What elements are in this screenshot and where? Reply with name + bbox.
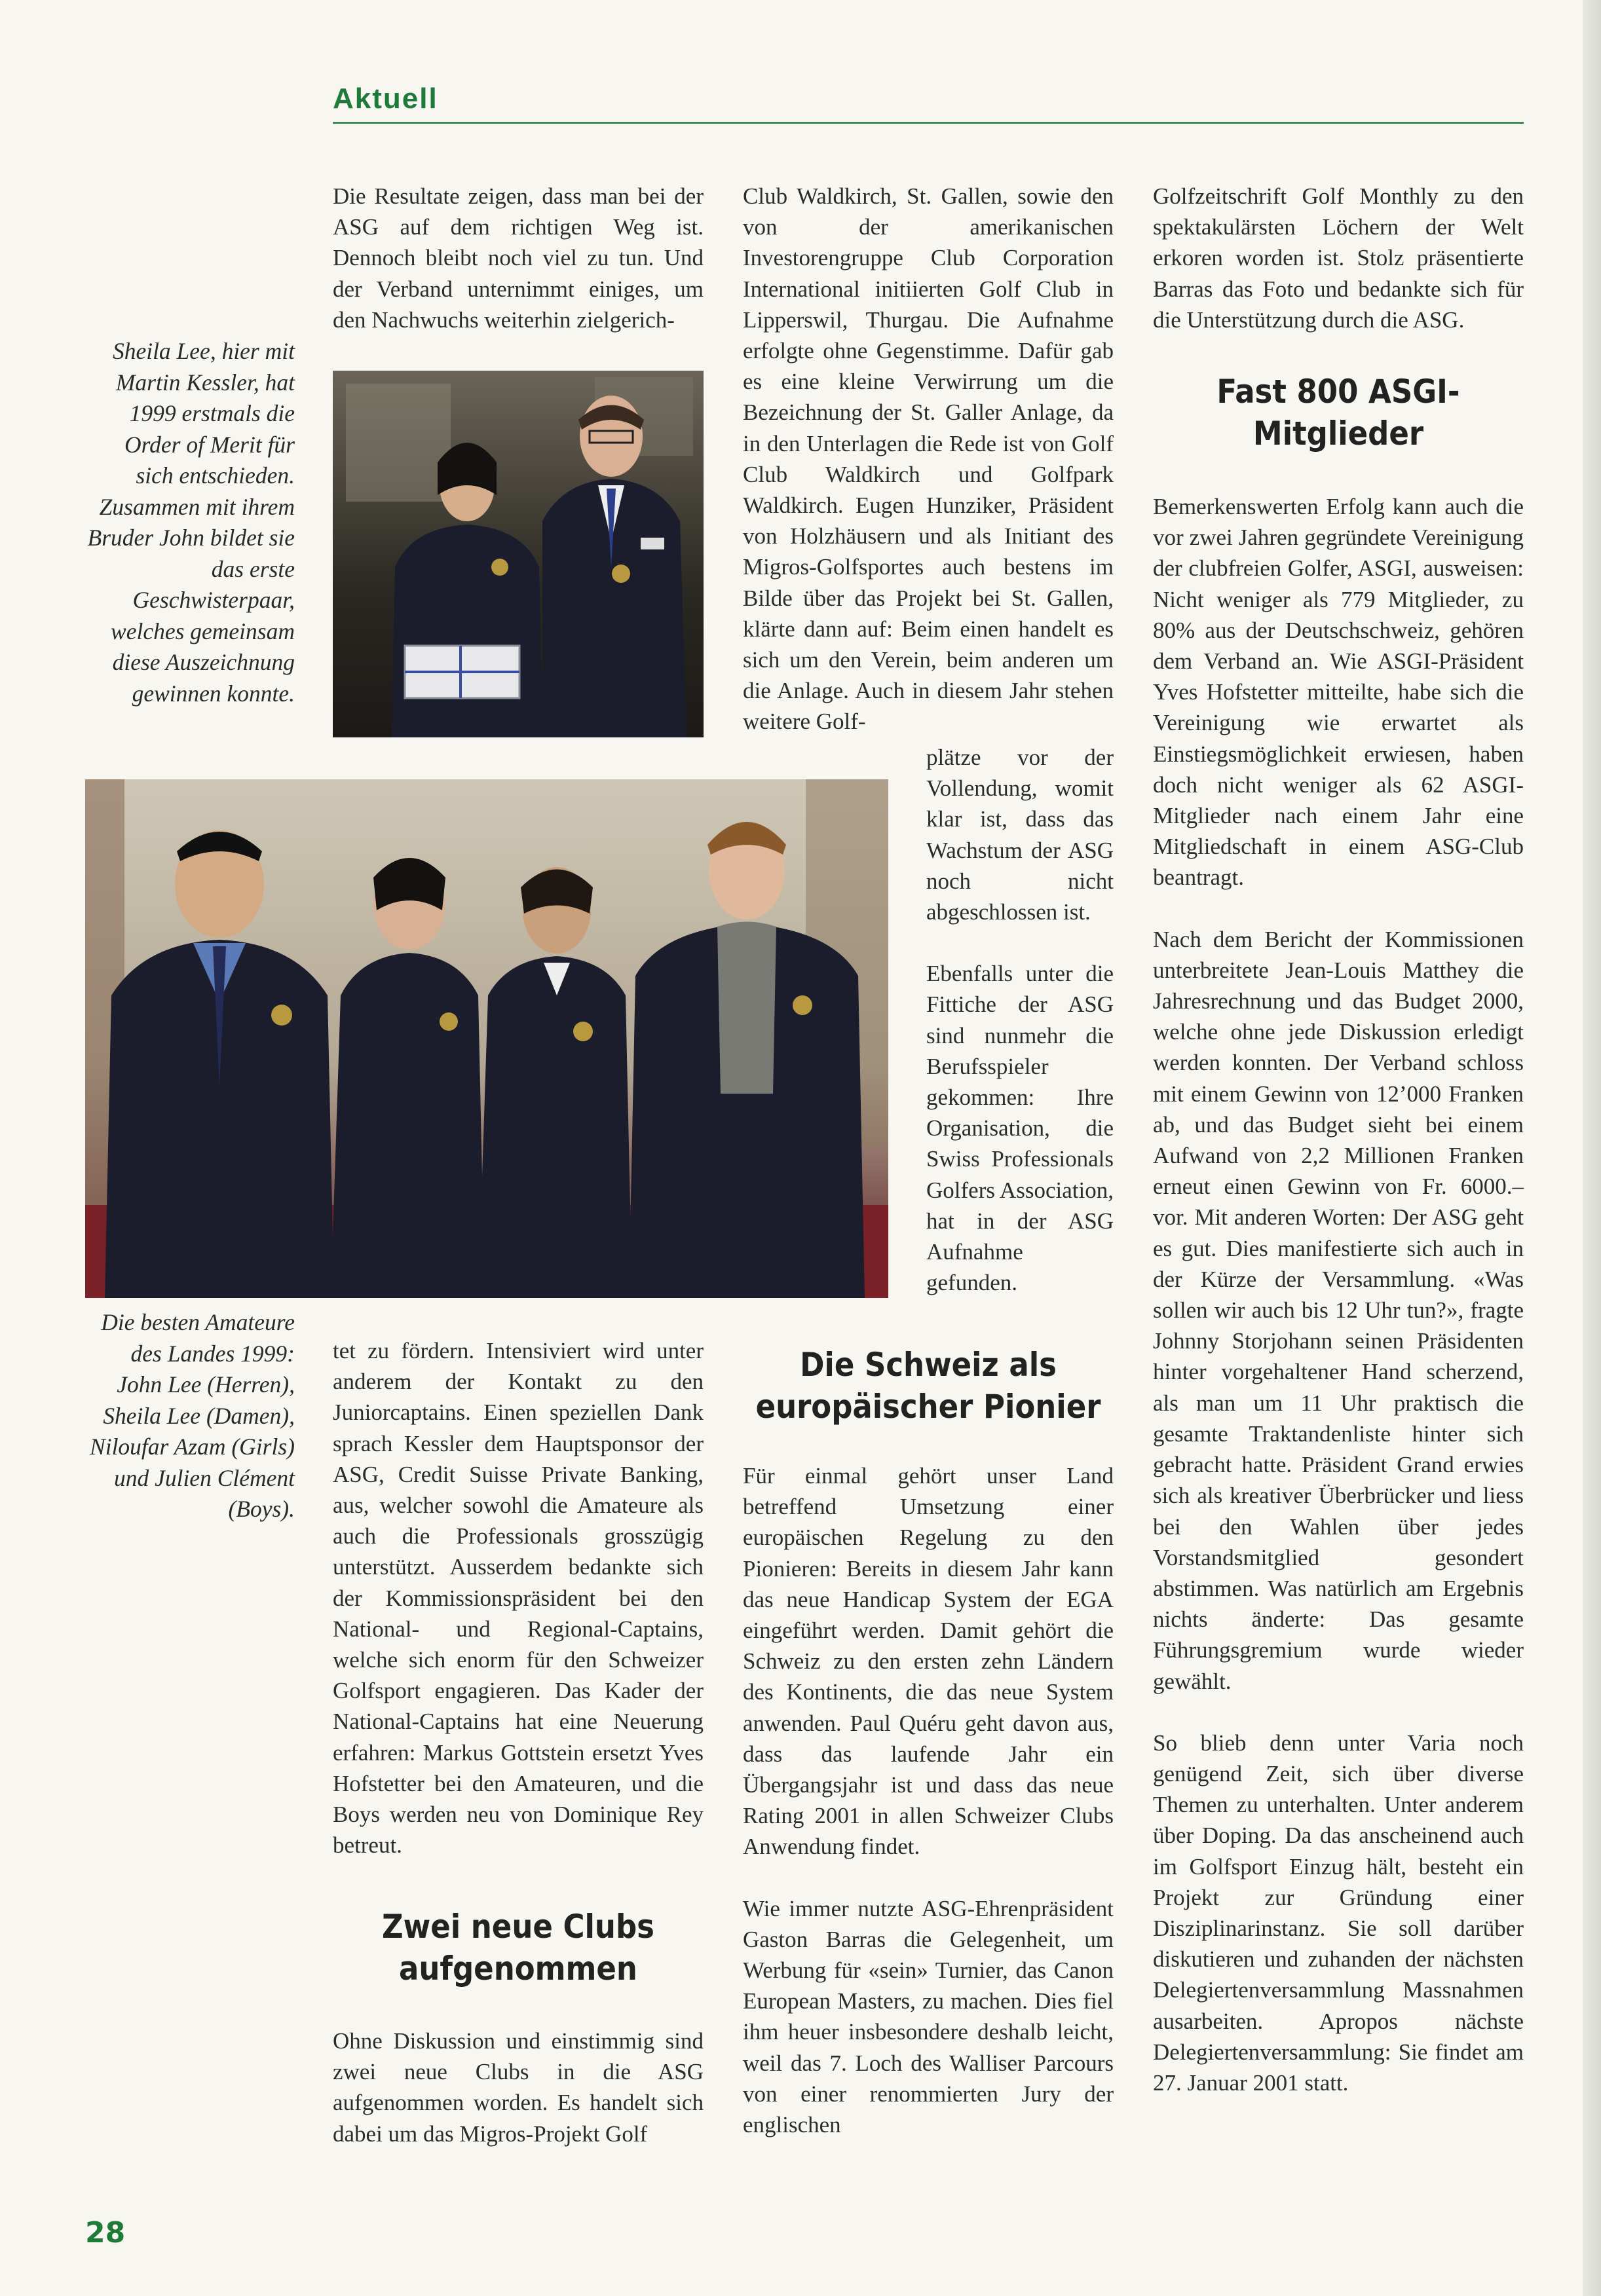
col3-finance-paragraph: Nach dem Bericht der Kommissionen unterbreitete Jean-Louis Matthey die Jahresrechnung und das Budget 2000, welche ohne jede Diskussion erledigt werden konnten. Der Verband schloss mit einem Gewinn von 12’000 Franken ab, und das Budget sieht bei einem Aufwand von 2,2 Millionen Franken erneut einen Gewinn von Fr. 6000.– vor. Mit anderen Worten: Der ASG geht es gut. Dies manifestierte sich auch in der Kürze der Versammlung. «Was sollen wir auch bis 12 Uhr tun?», fragte Johnny Storjohann seinen Präsidenten hinter vorgehaltener Hand scherzend, als man um 11 Uhr praktisch die gesamte Traktandenliste hinter sich gebracht hatte. Präsident Grand erwies sich als kreativer Überbrücker und liess bei den Wahlen über jedes Vorstandsmitglied gesondert abstimmen. Was natürlich am Ergebnis nichts änderte: Das gesamte Führungsgremium wurde wieder gewählt. <box>1153 926 1524 1694</box>
page-edge <box>1583 0 1601 2296</box>
column-1-bottom <box>333 2026 704 2149</box>
col1-continued-paragraph: tet zu fördern. Intensiviert wird unter anderem der Kontakt zu den Juniorcaptains. Einen speziellen Dank sprach Kessler dem Hauptsponsor der ASG, Credit Suisse Private Banking, aus, welcher sowohl die Amateure als auch die Professionals grosszügig unterstützt. Ausserdem bedankte sich der Kommissionspräsident bei den National- und Regional-Captains, welche sich enorm für den Schweizer Golfsport engagieren. Das Kader der National-Captains hat eine Neuerung erfahren: Markus Gottstein ersetzt Yves Hofstetter bei den Amateuren, und die Boys werden neu von Dominique Rey betreut. <box>333 1338 704 1859</box>
column-3-top <box>1153 181 1524 335</box>
col2-intro-paragraph: Club Waldkirch, St. Gallen, sowie den von der amerikanischen Investorengruppe Club Corporation International initiierten Golf Club in Lipperswil, Thurgau. Die Aufnahme erfolgte ohne Gegenstimme. Dafür gab es eine kleine Verwirrung um die Bezeichnung der St. Galler Anlage, da in den Unterlagen die Rede ist von Golf Club Waldkirch und Golfpark Waldkirch. Eugen Hunziker, Präsident von Holzhäusern und als Initiant des Migros-Golfsportes auch bestens im Bilde über das Projekt bei St. Gallen, klärte dann auf: Beim einen handelt es sich um den Verein, beim anderen um die Anlage. Auch in diesem Jahr stehen weitere Golf- <box>743 183 1114 735</box>
award-photo-illustration <box>333 371 704 737</box>
col1-clubs-paragraph: Ohne Diskussion und einstimmig sind zwei neue Clubs in die ASG aufgenommen worden. Es handelt sich dabei um das Migros-Projekt Golf <box>333 2028 704 2147</box>
col2-pionier-paragraph: Für einmal gehört unser Land betreffend Umsetzung einer europäischen Regelung zu den Pionieren: Bereits in diesem Jahr kann das neue Handicap System der EGA eingeführt werden. Damit gehört die Schweiz zu den ersten zehn Ländern des Kontinents, die das neue System anwenden. Paul Quéru geht davon aus, dass das laufende Jahr ein Übergangsjahr ist und dass das neue Rating 2001 in allen Schweizer Clubs Anwendung findet. <box>743 1463 1114 1860</box>
column-2-bottom <box>743 1460 1114 2140</box>
heading-fast-800: Fast 800 ASGI-Mitglieder <box>1216 373 1460 453</box>
column-2-top <box>743 181 1114 737</box>
photo1-caption: Sheila Lee, hier mit Martin Kessler, hat 1999 erstmals die Order of Merit für sich entschieden. Zusammen mit ihrem Bruder John bildet sie das erste Geschwisterpaar, welches gemeinsam diese Auszeichnung gewinnen konnte. <box>87 338 295 707</box>
column-1-continued <box>333 1335 704 1861</box>
photo2-caption: Die besten Amateure des Landes 1999: John Lee (Herren), Sheila Lee (Damen), Niloufar Azam (Girls) und Julien Clément (Boys). <box>90 1309 295 1522</box>
col3-intro-paragraph: Golfzeitschrift Golf Monthly zu den spektakulärsten Löchern der Welt erkoren worden ist. Stolz präsentierte Barras das Foto und bedankte sich für die Unterstützung durch die ASG. <box>1153 183 1524 333</box>
heading-zwei-neue-clubs: Zwei neue Clubs aufgenommen <box>382 1908 654 1988</box>
column-2-narrow <box>926 742 1114 1298</box>
col2-barras-paragraph: Wie immer nutzte ASG-Ehrenpräsident Gaston Barras die Gelegenheit, um Werbung für «sein» Turnier, das Canon European Masters, zu machen. Dies fiel ihm heuer insbesondere deshalb leicht, weil das 7. Loch des Walliser Parcours von einer renommierten Jury der englischen <box>743 1895 1114 2138</box>
col2-narrow-paragraph-1: plätze vor der Vollendung, womit klar ist, dass das Wachstum der ASG noch nicht abgeschlossen ist. <box>926 745 1114 925</box>
col3-varia-paragraph: So blieb denn unter Varia noch genügend Zeit, sich über diverse Themen zu unterhalten. Unter anderem über Doping. Da das anscheinend auch im Golfsport Einzug hält, besteht ein Projekt zur Gründung einer Disziplinarinstanz. Sie soll darüber diskutieren und zuhanden der nächsten Delegiertenversammlung Massnahmen ausarbeiten. Apropos nächste Delegiertenversammlung: Sie findet am 27. Januar 2001 statt. <box>1153 1730 1524 2096</box>
photo-best-amateurs <box>85 779 888 1298</box>
page-number: 28 <box>85 2216 126 2250</box>
photo-award-presentation <box>333 371 704 737</box>
column-3-body <box>1153 491 1524 2098</box>
header-rule <box>333 122 1524 124</box>
heading-schweiz-pionier: Die Schweiz als europäischer Pionier <box>755 1346 1101 1426</box>
section-label: Aktuell <box>333 83 438 115</box>
col1-intro-paragraph: Die Resultate zeigen, dass man bei der ASG auf dem richtigen Weg ist. Dennoch bleibt noch viel zu tun. Und der Verband unternimmt einiges, um den Nachwuchs weiterhin zielgerich- <box>333 183 704 333</box>
col3-asgi-paragraph: Bemerkenswerten Erfolg kann auch die vor zwei Jahren gegründete Vereinigung der clubfreien Golfer, ASGI, ausweisen: Nicht weniger als 779 Mitglieder, zu 80% aus der Deutschschweiz, gehören dem Verband an. Wie ASGI-Präsident Yves Hofstetter mitteilte, habe sich die Vereinigung wie erwartet als Einstiegsmöglichkeit erwiesen, haben doch nicht weniger als 62 ASGI-Mitglieder nach einem Jahr eine Mitgliedschaft in einem ASG-Club beantragt. <box>1153 494 1524 891</box>
amateurs-photo-illustration <box>85 779 888 1298</box>
col2-narrow-paragraph-2: Ebenfalls unter die Fittiche der ASG sind nunmehr die Berufsspieler gekommen: Ihre Organisation, die Swiss Professionals Golfers Association, hat in der ASG Aufnahme gefunden. <box>926 961 1114 1296</box>
column-1-top <box>333 181 704 335</box>
